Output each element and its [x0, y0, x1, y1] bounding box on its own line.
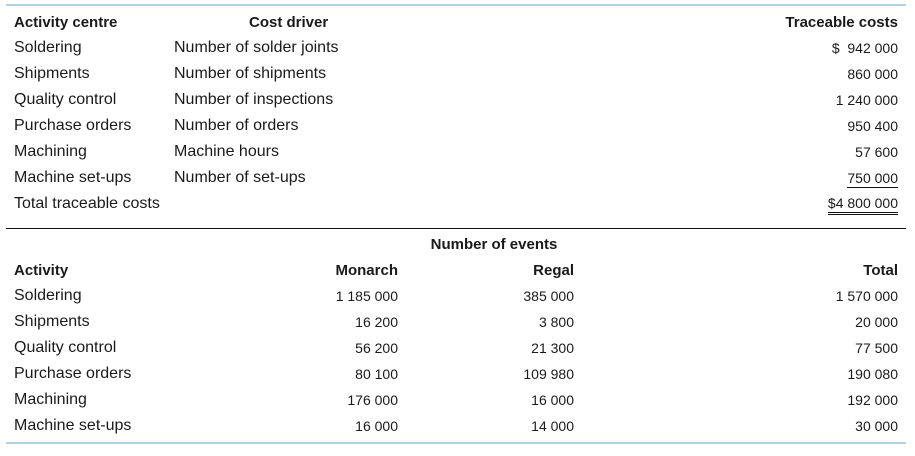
empty-header	[256, 231, 406, 257]
table-row	[6, 413, 906, 439]
activity-cell: Machining	[14, 143, 87, 160]
header-activity-centre: Activity centre	[14, 13, 118, 31]
driver-cell: Number of inspections	[174, 91, 334, 108]
activity-cell: Purchase orders	[14, 365, 132, 382]
activity-cell: Shipments	[14, 313, 90, 330]
table-row	[6, 35, 906, 61]
table-row	[6, 283, 906, 309]
total-label: Total traceable costs	[14, 195, 160, 212]
cost-table	[6, 9, 906, 217]
header-total: Total	[863, 261, 898, 279]
bottom-rule	[6, 442, 906, 444]
table-row	[6, 139, 906, 165]
regal-cell: 109 980	[523, 366, 574, 382]
total-cell: 30 000	[855, 418, 898, 434]
driver-cell: Number of solder joints	[174, 39, 339, 56]
cost-cell: $ 942 000	[831, 40, 898, 56]
activity-cell: Machining	[14, 391, 87, 408]
activity-cell: Quality control	[14, 91, 117, 108]
cost-cell-wrap	[606, 165, 906, 191]
total-value: $4 800 000	[828, 194, 898, 215]
monarch-cell: 80 100	[355, 366, 398, 382]
total-cell: 77 500	[855, 340, 898, 356]
cost-cell: 1 240 000	[835, 92, 898, 108]
section-divider	[6, 228, 906, 229]
driver-cell: Number of set-ups	[174, 169, 306, 186]
regal-cell: 21 300	[531, 340, 574, 356]
activity-cell: Machine set-ups	[14, 417, 132, 434]
empty-cell	[166, 191, 606, 217]
events-group-header-row	[6, 231, 906, 257]
monarch-cell: 16 200	[355, 314, 398, 330]
table-row	[6, 113, 906, 139]
table-row	[6, 87, 906, 113]
activity-cell: Shipments	[14, 65, 90, 82]
driver-cell: Number of shipments	[174, 65, 327, 82]
empty-header	[6, 231, 256, 257]
cost-cell: 950 400	[847, 118, 898, 134]
activity-cell: Soldering	[14, 39, 82, 56]
regal-cell: 385 000	[523, 288, 574, 304]
regal-cell: 14 000	[531, 418, 574, 434]
total-cell: 1 570 000	[835, 288, 898, 304]
table-row	[6, 335, 906, 361]
cost-cell: 57 600	[855, 144, 898, 160]
cost-table-header	[6, 9, 906, 35]
total-cell: 192 000	[847, 392, 898, 408]
header-monarch: Monarch	[335, 261, 398, 279]
monarch-cell: 16 000	[355, 418, 398, 434]
header-regal: Regal	[533, 261, 574, 279]
top-rule	[6, 4, 906, 6]
cost-cell: 860 000	[847, 66, 898, 82]
events-header-row	[6, 257, 906, 283]
header-traceable-costs: Traceable costs	[785, 13, 898, 31]
header-activity: Activity	[14, 261, 69, 279]
monarch-cell: 176 000	[347, 392, 398, 408]
total-row	[6, 191, 906, 217]
events-table	[6, 231, 906, 439]
monarch-cell: 1 185 000	[335, 288, 398, 304]
regal-cell: 3 800	[538, 314, 574, 330]
total-cell: 190 080	[847, 366, 898, 382]
table-row	[6, 309, 906, 335]
activity-cell: Quality control	[14, 339, 117, 356]
activity-cell: Soldering	[14, 287, 82, 304]
table-row	[6, 361, 906, 387]
table-row	[6, 61, 906, 87]
total-cell: 20 000	[855, 314, 898, 330]
regal-cell: 16 000	[531, 392, 574, 408]
activity-cell: Purchase orders	[14, 117, 132, 134]
table-row	[6, 165, 906, 191]
cost-cell: 750 000	[847, 169, 898, 186]
activity-cell: Machine set-ups	[14, 169, 132, 186]
monarch-cell: 56 200	[355, 340, 398, 356]
number-of-events-header: Number of events	[430, 235, 558, 253]
total-cell-wrap	[606, 191, 906, 217]
driver-cell: Number of orders	[174, 117, 299, 134]
driver-cell: Machine hours	[174, 143, 279, 160]
empty-header	[582, 231, 906, 257]
header-cost-driver: Cost driver	[249, 13, 329, 31]
table-row	[6, 387, 906, 413]
